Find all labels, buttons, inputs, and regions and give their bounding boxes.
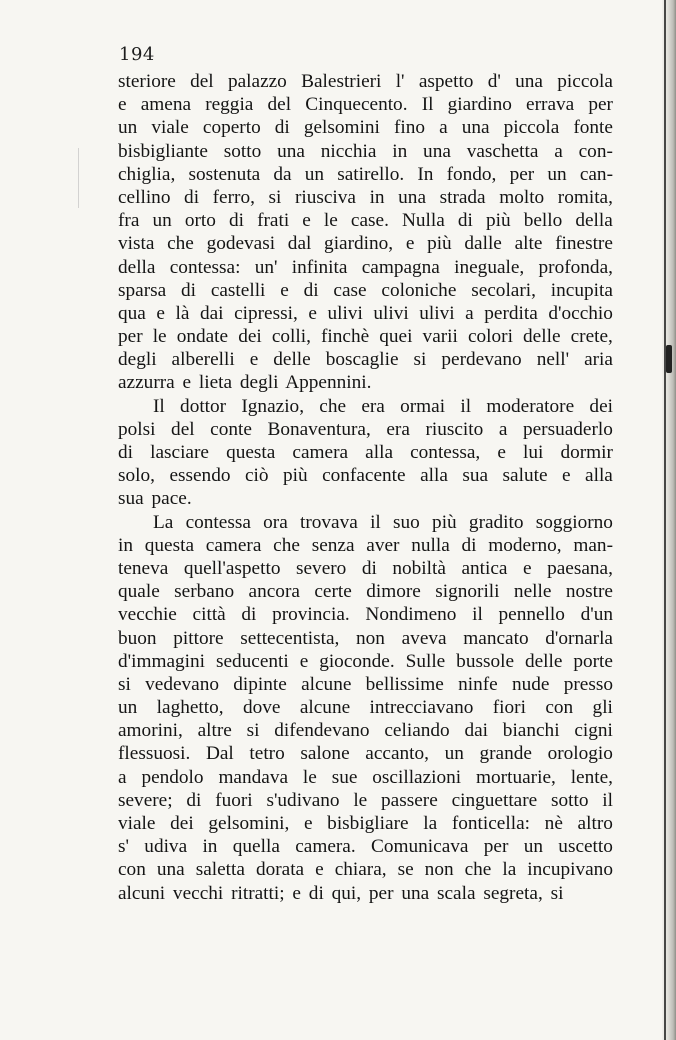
text-line: sua pace. [118,488,192,510]
text-line: un laghetto, dove alcune intrecciavano fiori con gli [118,697,613,719]
text-line: teneva quell'aspetto severo di nobiltà antica e paesana, [118,557,613,579]
paragraph [118,511,613,905]
text-line: viale dei gelsomini, e bisbigliare la fonticella: nè altro [118,813,613,834]
edge-tab-mark [666,345,672,373]
text-line: La contessa ora trovava il suo più gradito soggiorno [153,511,613,533]
margin-pencil-mark [78,148,79,208]
text-line: cellino di ferro, si riusciva in una strada molto romita, [118,186,613,208]
text-line: steriore del palazzo Balestrieri l' aspetto d' una piccola [118,71,613,92]
text-line: vecchie città di provincia. Nondimeno il pennello d'un [118,604,613,626]
text-line: in questa camera che senza aver nulla di moderno, man- [118,534,613,556]
text-line: severe; di fuori s'udivano le passere cinguettare sotto il [118,789,613,811]
text-line: e amena reggia del Cinquecento. Il giardino errava per [118,94,613,116]
body-text [118,70,613,905]
text-line: flessuosi. Dal tetro salone accanto, un grande orologio [118,743,613,765]
text-line: sparsa di castelli e di case coloniche secolari, incupita [118,279,613,301]
text-line: chiglia, sostenuta da un satirello. In fondo, per un can- [118,163,613,185]
text-line: fra un orto di frati e le case. Nulla di più bello della [118,210,613,232]
page-number: 194 [119,44,155,65]
text-line: per le ondate dei colli, finchè quei varii colori delle crete, [118,326,613,348]
text-line: amorini, altre si difendevano celiando dai bianchi cigni [118,720,613,742]
text-line: qua e là dai cipressi, e ulivi ulivi ulivi a perdita d'occhio [118,302,613,324]
text-line: alcuni vecchi ritratti; e di qui, per una scala segreta, si [118,882,564,904]
text-line: a pendolo mandava le sue oscillazioni mortuarie, lente, [118,766,613,788]
text-line: con una saletta dorata e chiara, se non che la incupivano [118,859,613,881]
text-line: polsi del conte Bonaventura, era riuscito a persuaderlo [118,418,613,440]
text-line: d'immagini seducenti e gioconde. Sulle bussole delle porte [118,650,613,672]
text-line: bisbigliante sotto una nicchia in una vaschetta a con- [118,140,613,162]
text-line: Il dottor Ignazio, che era ormai il moderatore dei [153,395,613,417]
text-line: buon pittore settecentista, non aveva mancato d'ornarla [118,627,613,649]
text-line: della contessa: un' infinita campagna ineguale, profonda, [118,256,613,278]
text-line: solo, essendo ciò più confacente alla sua salute e alla [118,465,613,487]
text-line: si vedevano dipinte alcune bellissime ninfe nude presso [118,673,613,695]
text-line: di lasciare questa camera alla contessa, e lui dormir [118,442,613,463]
text-line: s' udiva in quella camera. Comunicava per un uscetto [118,836,613,858]
text-line: vista che godevasi dal giardino, e più dalle alte finestre [118,233,613,255]
text-line: degli alberelli e delle boscaglie si perdevano nell' aria [118,349,613,371]
text-line: azzurra e lieta degli Appennini. [118,372,372,394]
text-line: quale serbano ancora certe dimore signorili nelle nostre [118,581,613,603]
text-line: un viale coperto di gelsomini fino a una piccola fonte [118,117,613,139]
paragraph [118,395,613,511]
paragraph [118,70,613,395]
binding-edge-line [664,0,666,1040]
